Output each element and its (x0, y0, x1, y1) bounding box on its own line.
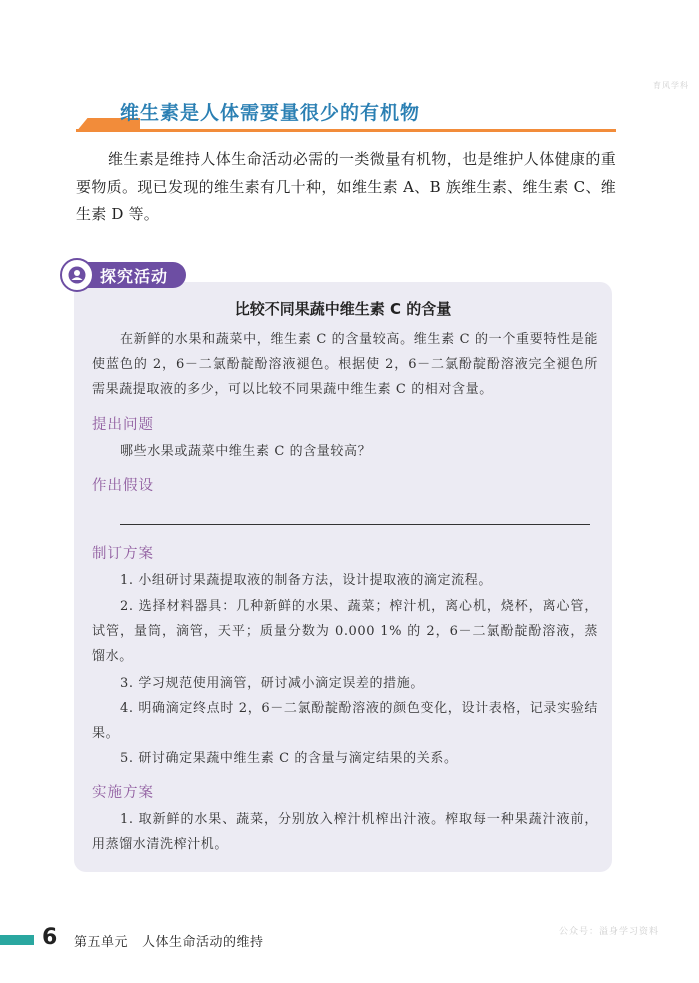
section-intro-paragraph: 维生素是维持人体生命活动必需的一类微量有机物，也是维护人体健康的重要物质。现已发现的维生素有几十种，如维生素 A、B 族维生素、维生素 C、维生素 D 等。 (76, 150, 616, 223)
heading-underline (76, 129, 616, 132)
watermark-bottom: 公众号：溢身学习资料 (558, 927, 659, 937)
implement-item: 1. 取新鲜的水果、蔬菜，分别放入榨汁机榨出汁液。榨取每一种果蔬汁液前，用蒸馏水清洗榨汁机。 (92, 812, 598, 852)
section-title: 维生素是人体需要量很少的有机物 (120, 102, 421, 124)
plan-heading: 制订方案 (92, 546, 154, 562)
page-number: 6 (42, 925, 58, 950)
watermark-top: 育风学科 (653, 81, 689, 90)
footer-accent-bar (0, 935, 34, 945)
implement-heading: 实施方案 (92, 785, 154, 801)
footer-unit-title: 人体生命活动的维持 (142, 935, 264, 950)
footer-unit (74, 931, 264, 950)
hypothesis-answer-line (120, 524, 590, 525)
activity-tag-label: 探究活动 (100, 267, 169, 286)
question-heading: 提出问题 (92, 417, 154, 433)
section-heading (76, 98, 616, 132)
activity-tag (60, 258, 190, 292)
question-text: 哪些水果或蔬菜中维生素 C 的含量较高？ (120, 444, 372, 459)
plan-item: 5. 研讨确定果蔬中维生素 C 的含量与滴定结果的关系。 (120, 751, 458, 766)
plan-item: 2. 选择材料器具：几种新鲜的水果、蔬菜；榨汁机，离心机，烧杯，离心管，试管，量筒，滴管，天平；质量分数为 0.000 1% 的 2，6－二氯酚靛酚溶液，蒸馏水。 (92, 599, 598, 664)
hypothesis-heading: 作出假设 (92, 478, 154, 494)
activity-intro: 在新鲜的水果和蔬菜中，维生素 C 的含量较高。维生素 C 的一个重要特性是能使蓝色的 2，6－二氯酚靛酚溶液褪色。根据使 2，6－二氯酚靛酚溶液完全褪色所需果蔬提取液的多少，可以比较不同果蔬中维生素 C 的相对含量。 (92, 332, 598, 397)
plan-item: 3. 学习规范使用滴管，研讨减小滴定误差的措施。 (120, 676, 424, 691)
footer-unit-label: 第五单元 (74, 935, 129, 950)
activity-icon (60, 258, 94, 292)
activity-title: 比较不同果蔬中维生素 C 的含量 (234, 300, 452, 318)
plan-item: 1. 小组研讨果蔬提取液的制备方法，设计提取液的滴定流程。 (120, 573, 492, 588)
magnifier-person-icon (67, 265, 87, 285)
plan-item: 4. 明确滴定终点时 2，6－二氯酚靛酚溶液的颜色变化，设计表格，记录实验结果。 (92, 701, 598, 741)
